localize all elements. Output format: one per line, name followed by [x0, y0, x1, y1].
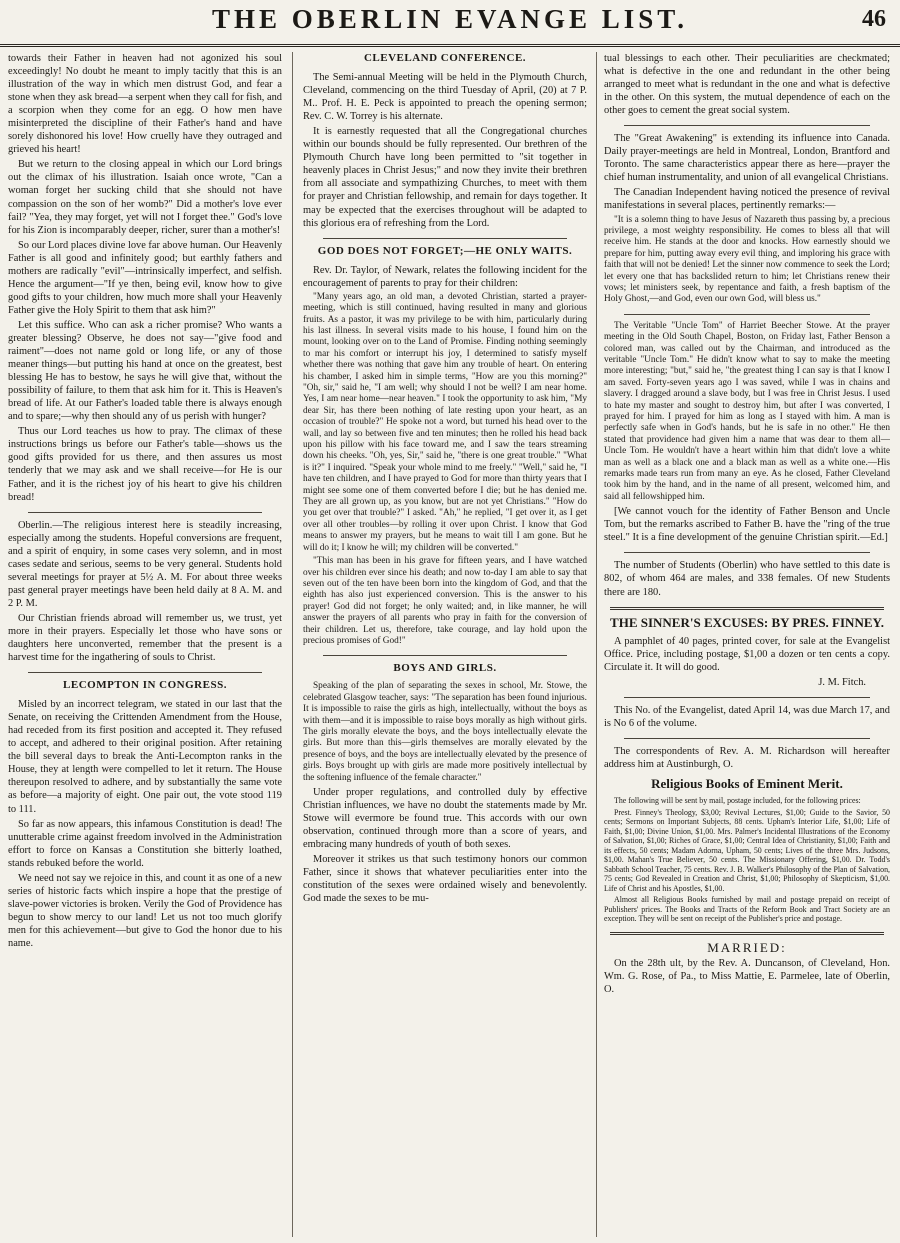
book-list: Prest. Finney's Theology, $3,00; Revival Lectures, $1,00; Guide to the Savior, 50 cents; Sermons on Important Subjects, 88 cents. Upham's Interior Life, $1,00; Life of Faith, $1,00; Divine Union, $1,00. Mrs. Palmer's Incidental Illustrations of the Economy of Salvation, $1,00; Riches of Grace, $1,00; Central Idea of Christianity, $1,00; Faith and its effects, 50 cents; Madam Adorna, Upham, 50 cents; Lives of the three Mrs. Judsons, $1,00. Mahan's True Believer, 50 cents. The Missionary Offering, $1,00. Dr. Todd's Sabbath School Teacher, 75 cents. Rev. J. B. Walker's Philosophy of the Plan of Salvation, 75 cents; God Revealed in Creation and Christ, $1,00; Philosophy of Skepticism, $1,00. Life of Christ and his Apostles, $1,00.: [604, 807, 890, 893]
editor-note: [We cannot vouch for the identity of Father Benson and Uncle Tom, but the remarks ascribed to Father B. have the "ring of the true steel." It is a fine development of the genuine Christian spirit.—Ed.]: [604, 506, 890, 544]
section-divider: [610, 932, 884, 935]
notice-paragraph: This No. of the Evangelist, dated April 14, was due March 17, and is No 6 of the volume.: [604, 704, 890, 729]
article-paragraph: The number of Students (Oberlin) who have settled to this date is 802, of whom 464 are males, and 338 females. Of new Students there are 180.: [604, 560, 890, 598]
quoted-paragraph: "This man has been in his grave for fifteen years, and I have watched over his children ever since his death; and now to-day I am able to say that seven out of the ten have been born into the kingdom of God, and that the eighth has also just experienced conversion. This is the answer to his prayer! God did not forget; he only waited; and, in like manner, he will answer the prayers of all parents who pray in faith for the conversion of their children. Let us, therefore, take courage, and lay hold upon the precious promises of God!": [303, 556, 587, 646]
section-divider: [28, 672, 262, 673]
article-paragraph: It is earnestly requested that all the Congregational churches within our bounds should be fully represented. Our brethren of the Plymouth Church have long been permitted to "sit together in heavenly places in Christ Jesus;" and now they invite their brethren from all associate and sympathizing Churches, to meet with them for prayer and Christian fellowship, and remain for days together. It may be expected that the exercises throughout will be adapted to this glorious era of refreshing from the Lord.: [303, 126, 587, 229]
article-paragraph: Thus our Lord teaches us how to pray. The climax of these instructions brings us before our Father's table—shows us the good gifts provided for us there, and then assures us most tenderly that we may ask and we shall receive—for He is our Father, and it is the richest joy of his heart to give his children bread!: [8, 426, 282, 503]
article-paragraph: The Veritable "Uncle Tom" of Harriet Beecher Stowe. At the prayer meeting in the Old South Chapel, Boston, on Friday last, Father Benson a colored man, was called out by the Chairman, and introduced as the veritable "Uncle Tom." He didn't know what to say to make the meeting more interesting; "but," said he, "the greatest thing I can say is that I know I am saved. Forty-seven years ago I was saved, while I was in chains and slavery. I dragged around a slave body, but I was free in Christ Jesus. I used to hate my master and sought to destroy him, but after I was converted, I prayed for him. I prayed for him as long as I stayed with him. A man is perfectly safe when in God's hands, but he is safe in no other." He then stated that providence had given him a name that was dear to them all—Uncle Tom. He wouldn't have a heart within him that didn't love a white man as well as a black one and a black man as well as a white one.—His remarks made tears run from many an eye. As he closed, Father Cleveland took him by the hand, and in the name of all present, welcomed him, and said all fellowshipped him.: [604, 320, 890, 502]
article-paragraph: So far as now appears, this infamous Constitution is dead! The unutterable crime against freedom involved in the Administration effort to force on Kansas a Constitution she bitterly loathed, stands rebuked before the world.: [8, 818, 282, 869]
section-divider: [624, 738, 870, 739]
section-divider: [323, 238, 567, 239]
section-divider: [624, 314, 870, 315]
god-does-not-forget-heading: GOD DOES NOT FORGET;—HE ONLY WAITS.: [317, 244, 573, 257]
signature: J. M. Fitch.: [818, 676, 866, 688]
article-paragraph: Rev. Dr. Taylor, of Newark, relates the following incident for the encouragement of parents to pray for their children:: [303, 264, 587, 289]
article-paragraph: towards their Father in heaven had not agonized his soul exceedingly! No doubt he meant to imply tacitly that this is an illustration of the way in which men distrust God, and fear a stone when they ask bread—a serpent when they call for fish, and a scorpion when they come for an egg. O how men have misinterpreted the discipline of their Father's hand and have sorely dishonored his love! How cruelly have they outraged and grieved his heart!: [8, 53, 282, 156]
quoted-paragraph: "Many years ago, an old man, a devoted Christian, started a prayer-meeting, which is still continued, having resulted in many and glorious fruits. As a pastor, it was my privilege to be with him, particularly during his last illness. In several visits made to his house, I found him on the mount, looking over on to the Land of Promise. Finding nothing seemingly to mar his comfort or interrupt his joy, I determined to satisfy myself whether there was nothing that gave him any trouble of heart. On entering his chamber, I asked him in simple terms, "How are you this morning?" "Oh, sir," said he, "I am well; why should I not be well? I am near home. Yes, I am near home—near heaven." I took the opportunity to ask him, "My dear Sir, has there been nothing of late resting upon your heart, as an occasion of trouble?" He spoke not a word, but turned his head over to the wall, and lay so between five and ten minutes; then he rolled his head back upon his pillow with his face toward me, and I saw the tears streaming down his cheeks. "Oh, yes, Sir," said he, "there is one great trouble." "What is it?" I inquired. "Speak your whole mind to me freely." "Well," said he, "I have ten children, and I have prayed to God for more than thirty years that I might see some one of them converted before I die; but he has denied me. They are all grown up, as you know, but are not yet Christians." "How do you get over that trouble?" I asked. "Ah," he replied, "I get over it, as I get over all other troubles—by rolling it over upon Christ. I know that God means to answer my prayers, but he means to wait till I am gone. But he will do it; I know he will; my children will be converted.": [303, 291, 587, 553]
article-paragraph: The "Great Awakening" is extending its influence into Canada. Daily prayer-meetings are held in Montreal, London, Brantford and Toronto. The same characteristics appear there as here—prayer the chief human instrumentality, and union of all evangelical Christians.: [604, 133, 890, 184]
article-paragraph: Let this suffice. Who can ask a richer promise? Who wants a greater blessing? Observe, he does not say—"give food and raiment"—does not name gold or long life, or any of those meaner things—but putting his hand at once on the greatest, best blessing He has to bestow, he says he will give that, without the possibility of failure, to them that ask him for it. This is Heaven's bread of life. At our Father's loaded table there is always enough and to spare;—why then should any of us perish with hunger?: [8, 319, 282, 423]
notice-paragraph: The correspondents of Rev. A. M. Richardson will hereafter address him at Austinburgh, O.: [604, 745, 890, 770]
section-divider: [610, 607, 884, 610]
religious-books-heading: Religious Books of Eminent Merit.: [651, 775, 843, 791]
advertisement-paragraph: A pamphlet of 40 pages, printed cover, for sale at the Evangelist Office. Price, including postage, $1,00 a dozen or ten cents a copy. Circulate it. It will do good.: [604, 635, 890, 673]
section-divider: [28, 512, 262, 513]
section-divider: [624, 697, 870, 698]
article-paragraph: Misled by an incorrect telegram, we stated in our last that the Senate, on receiving the Crittenden Amendment from the House, had receded from its first position and accepted it. They refused to accept, and adhered to their original position. After retaining the bill several days to break the Anti-Lecompton ranks in the House, they at length were compelled to let it return. The House thereupon resolved to adhere, and by substantially the same vote as before—a majority of eight. One pair out, the vote stood 119 to 111.: [8, 699, 282, 815]
column-divider: [596, 52, 597, 1237]
page-number: 46: [862, 6, 886, 32]
article-paragraph: The Canadian Independent having noticed the presence of revival manifestations in several places, pertinently remarks:—: [604, 187, 890, 212]
section-divider: [624, 125, 870, 126]
book-list-intro: The following will be sent by mail, postage included, for the following prices:: [614, 796, 861, 806]
article-paragraph: We need not say we rejoice in this, and count it as one of a new series of historic facts which inspire a hope that the prestige of slave-power victories is broken. Verily the God of Providence has begun to show mercy to our land! Let us not too much glorify men for this achievement—but give to God the honor due to his name.: [8, 872, 282, 949]
section-divider: [323, 655, 567, 656]
newspaper-title: THE OBERLIN EVANGE LIST.: [211, 4, 689, 34]
boys-and-girls-heading: BOYS AND GIRLS.: [393, 662, 497, 675]
article-paragraph: tual blessings to each other. Their peculiarities are checkmated; what is defective in the one and redundant in the other being arranged to meet what is redundant in the one and what is defective in the other. On this system, the mutual dependence of each on the other goes to cement the great social system.: [604, 53, 890, 117]
oberlin-news-paragraph: Oberlin.—The religious interest here is steadily increasing, especially among the students. Hopeful conversions are frequent, and a spirit of enquiry, in some cases very solemn, and in most cases sedate and serious, seems to be very general. Students hold several meetings for prayer at 5½ A. M. For about three weeks past general prayer meetings have been held daily at 8 A. M. and 2 P. M.: [8, 519, 282, 609]
article-paragraph: The Semi-annual Meeting will be held in the Plymouth Church, Cleveland, commencing on the third Tuesday of April, (20) at 7 P. M.. Prof. H. E. Peck is appointed to preach the opening sermon; Rev. C. W. Torrey is his alternate.: [303, 72, 587, 123]
masthead: [0, 0, 900, 47]
article-paragraph: Speaking of the plan of separating the sexes in school, Mr. Stowe, the celebrated Glasgow teacher, says: "The separation has been found injurious. It is impossible to raise the girls as high, intellectually, without the boys as with them—and it is impossible to raise boys morally as high without girls. The girls morally elevate the boys, and the boys intellectually elevate the girls. But more than this—girls themselves are morally elevated by the presence of boys, and the boys are intellectually elevated by the presence of girls. Boys brought up with girls are made more positively intellectual by the softening influence of the female character.": [303, 681, 587, 783]
married-heading: MARRIED:: [707, 939, 787, 955]
sinners-excuses-heading: THE SINNER'S EXCUSES: BY PRES. FINNEY.: [610, 614, 884, 630]
cleveland-conference-heading: CLEVELAND CONFERENCE.: [363, 52, 527, 64]
column-3: [604, 52, 890, 1237]
article-paragraph: Under proper regulations, and controlled duly by effective Christian influences, we have no doubt the statements made by Mr. Stowe will evermore be found true. This accords with our own observation, continued through more than a score of years, and embracing many hundreds of youth of both sexes.: [303, 787, 587, 851]
lecompton-heading: LECOMPTON IN CONGRESS.: [63, 679, 227, 692]
oberlin-news-paragraph: Our Christian friends abroad will remember us, we trust, yet more in their prayers. Especially let those who have sons or daughters here unconverted, remember that the present is a harvest time for the ingathering of souls to Christ.: [8, 612, 282, 664]
marriage-notice: On the 28th ult, by the Rev. A. Duncanson, of Cleveland, Hon. Wm. G. Rose, of Pa., to Miss Mattie, E. Parmelee, late of Oberlin, O.: [604, 957, 890, 995]
book-list-note: Almost all Religious Books furnished by mail and postage prepaid on receipt of Publishers' prices. The Books and Tracts of the Reform Book and Tract Society are an exception. They will be sent on receipt of the Publisher's price and postage.: [604, 895, 890, 924]
section-divider: [624, 552, 870, 553]
article-paragraph: But we return to the closing appeal in which our Lord brings out the climax of his illustration. Isaiah once wrote, "Can a woman forget her sucking child that she should not have compassion on the son of her womb?" Did a mother's love ever fail? "Yea, they may forget, yet will not I forget thee." God's love for his Zion is incomparably deeper, richer, surer than a mother's!: [8, 159, 282, 236]
column-2: [303, 52, 587, 1237]
article-paragraph: Moreover it strikes us that such testimony honors our common Father, since it shows that whatever peculiarities enter into the constitution of the sexes were ordained wisely and benevolently. God made the sexes to be mu-: [303, 854, 587, 905]
quoted-paragraph: "It is a solemn thing to have Jesus of Nazareth thus passing by, a precious privilege, a most weighty responsibility. He comes to bless all that will receive him. He stands at the door and knocks. How earnestly should we prepare for him, putting away every evil thing, and imploring his grace with faith that will not be denied! Let the sinner now commence to seek the Lord; let every one that has backslided return to him; let Christians renew their vows; let ministers seek, by repentance and faith, a fresh baptism of the Holy Ghost,—and God, even our own God, will bless us.": [604, 214, 890, 305]
column-divider: [292, 52, 293, 1237]
article-paragraph: So our Lord places divine love far above human. Our Heavenly Father is all good and infinitely good; but earthly fathers and mothers are radically "evil"—intrinsically imperfect, and selfish. Hence the argument—"If ye then, being evil, know how to give good gifts to your children, how much more shall your Heavenly Father give the Holy Spirit to them that ask him?": [8, 239, 282, 316]
column-1: [8, 52, 282, 1237]
